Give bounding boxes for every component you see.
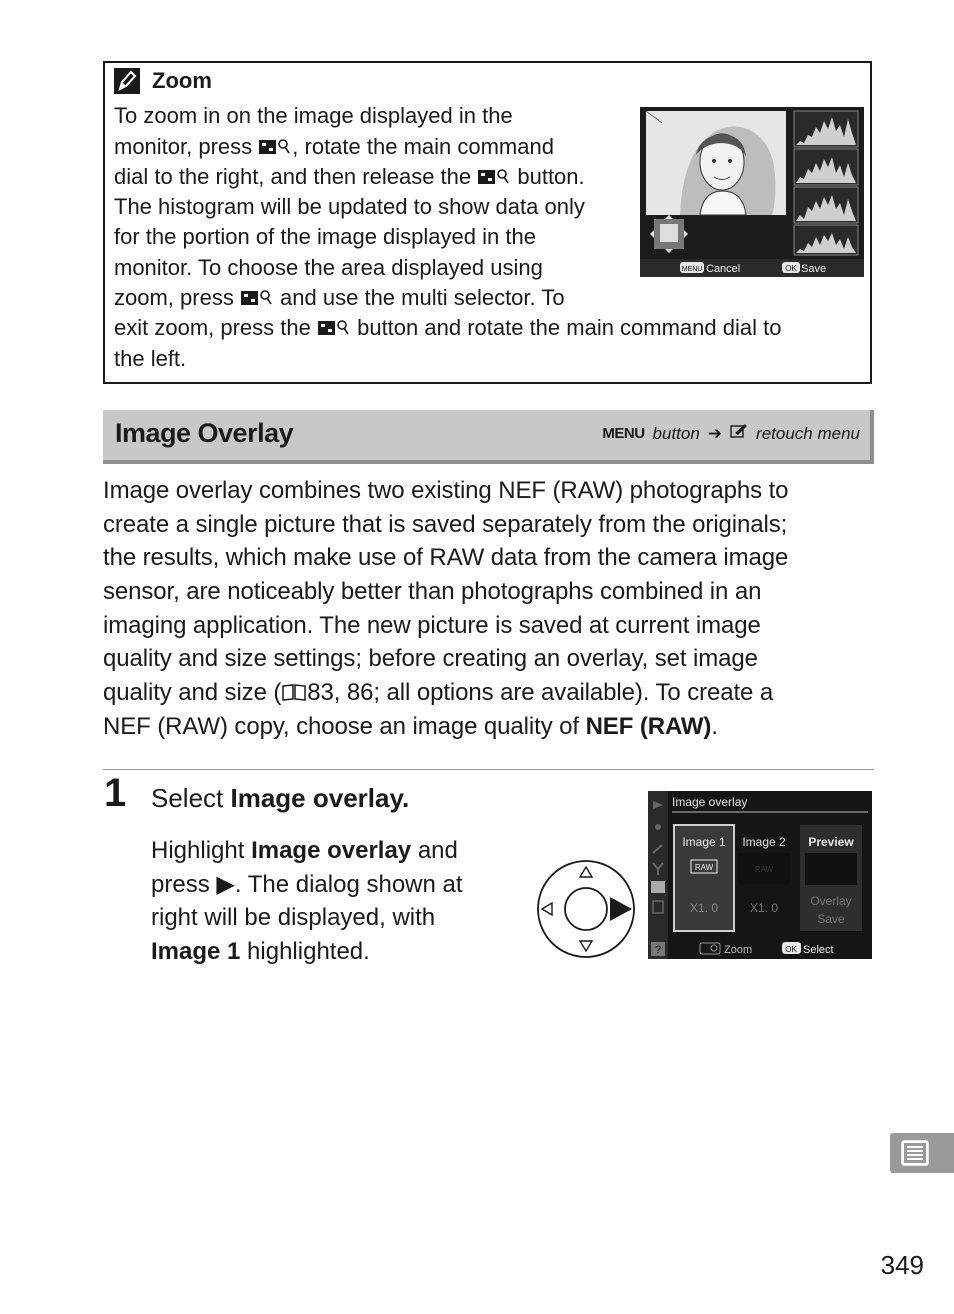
help-icon: ?	[654, 944, 662, 956]
select-hint: Select	[803, 944, 834, 956]
retouch-menu-label: retouch menu	[756, 423, 860, 443]
cancel-label: Cancel	[706, 263, 741, 275]
pencil-note-icon	[114, 68, 140, 94]
zoom-button-icon	[477, 165, 511, 195]
zoom-line-7: zoom, press and use the multi selector. To	[114, 283, 565, 316]
zoom-button-icon	[258, 135, 292, 165]
zoom-line-6: monitor. To choose the area displayed using	[114, 255, 543, 280]
image1-label: Image 1	[682, 835, 726, 849]
zoom-hint: Zoom	[724, 944, 753, 956]
step-line-2: press ▶. The dialog shown at	[151, 871, 463, 898]
zoom-title-text: Zoom	[152, 68, 212, 93]
right-arrow-icon: ▶	[216, 871, 235, 898]
zoom-line-5: for the portion of the image displayed in the	[114, 224, 536, 249]
book-reference-icon	[281, 678, 307, 712]
zoom-line-2: monitor, press , rotate the main command	[114, 132, 554, 165]
zoom-line-4: The histogram will be updated to show data only	[114, 194, 585, 219]
step-line-4: Image 1 highlighted.	[151, 938, 370, 965]
menu-key-label: MENU	[681, 266, 703, 273]
zoom-line-1: To zoom in on the image displayed in the	[114, 103, 513, 128]
menu-button-label: MENU	[602, 425, 645, 442]
overlay-screen-title: Image overlay	[672, 795, 748, 809]
preview-label: Preview	[808, 835, 854, 849]
menu-path	[602, 423, 860, 444]
retouch-menu-icon	[730, 423, 748, 444]
ok-key-label: OK	[785, 264, 797, 273]
retouch-screen-image	[640, 107, 864, 277]
step-title: Select Image overlay.	[151, 783, 410, 813]
zoom-button-icon	[317, 316, 351, 346]
step-line-1: Highlight Image overlay and	[151, 837, 458, 864]
button-word: button	[652, 423, 700, 443]
zoom-line-3: dial to the right, and then release the button.	[114, 162, 585, 195]
zoom-note-title	[114, 68, 212, 94]
step-number: 1	[104, 771, 127, 815]
body-line-5: imaging application. The new picture is saved at current image	[103, 612, 761, 639]
camera-image-overlay-screen	[648, 791, 872, 959]
image2-label: Image 2	[742, 835, 786, 849]
save-label: Save	[801, 263, 827, 275]
step-divider	[103, 769, 874, 770]
image1-raw: RAW	[694, 863, 714, 872]
save-word: Save	[817, 912, 845, 926]
multi-selector-icon	[536, 859, 636, 964]
retouch-menu-tab[interactable]	[890, 1133, 954, 1173]
zoom-button-icon	[240, 286, 274, 316]
arrow-icon: ➔	[707, 423, 723, 443]
page-number: 349	[880, 1250, 924, 1280]
step-line-3: right will be displayed, with	[151, 904, 436, 931]
body-line-3: the results, which make use of RAW data from the camera image	[103, 544, 789, 571]
image-overlay-dialog	[648, 791, 872, 959]
zoom-line-9: the left.	[114, 346, 187, 371]
ok-key-label: OK	[785, 945, 797, 954]
body-line-2: create a single picture that is saved separately from the originals;	[103, 511, 788, 538]
zoom-line-8: exit zoom, press the button and rotate the main command dial to	[114, 313, 781, 346]
section-title: Image Overlay	[115, 418, 294, 448]
body-line-8: NEF (RAW) copy, choose an image quality of NEF (RAW).	[103, 713, 718, 740]
body-line-1: Image overlay combines two existing NEF (RAW) photographs to	[103, 477, 789, 504]
menu-list-icon	[890, 1133, 954, 1173]
image1-gain: X1. 0	[689, 901, 719, 915]
image2-gain: X1. 0	[749, 901, 779, 915]
body-line-4: sensor, are noticeably better than photographs combined in an	[103, 578, 762, 605]
camera-retouch-screen	[640, 107, 864, 277]
image2-raw: RAW	[754, 865, 774, 874]
body-line-7: quality and size ( 83, 86; all options are available). To create a	[103, 676, 773, 712]
overlay-word: Overlay	[810, 894, 852, 908]
body-line-6: quality and size settings; before creating an overlay, set image	[103, 645, 758, 672]
